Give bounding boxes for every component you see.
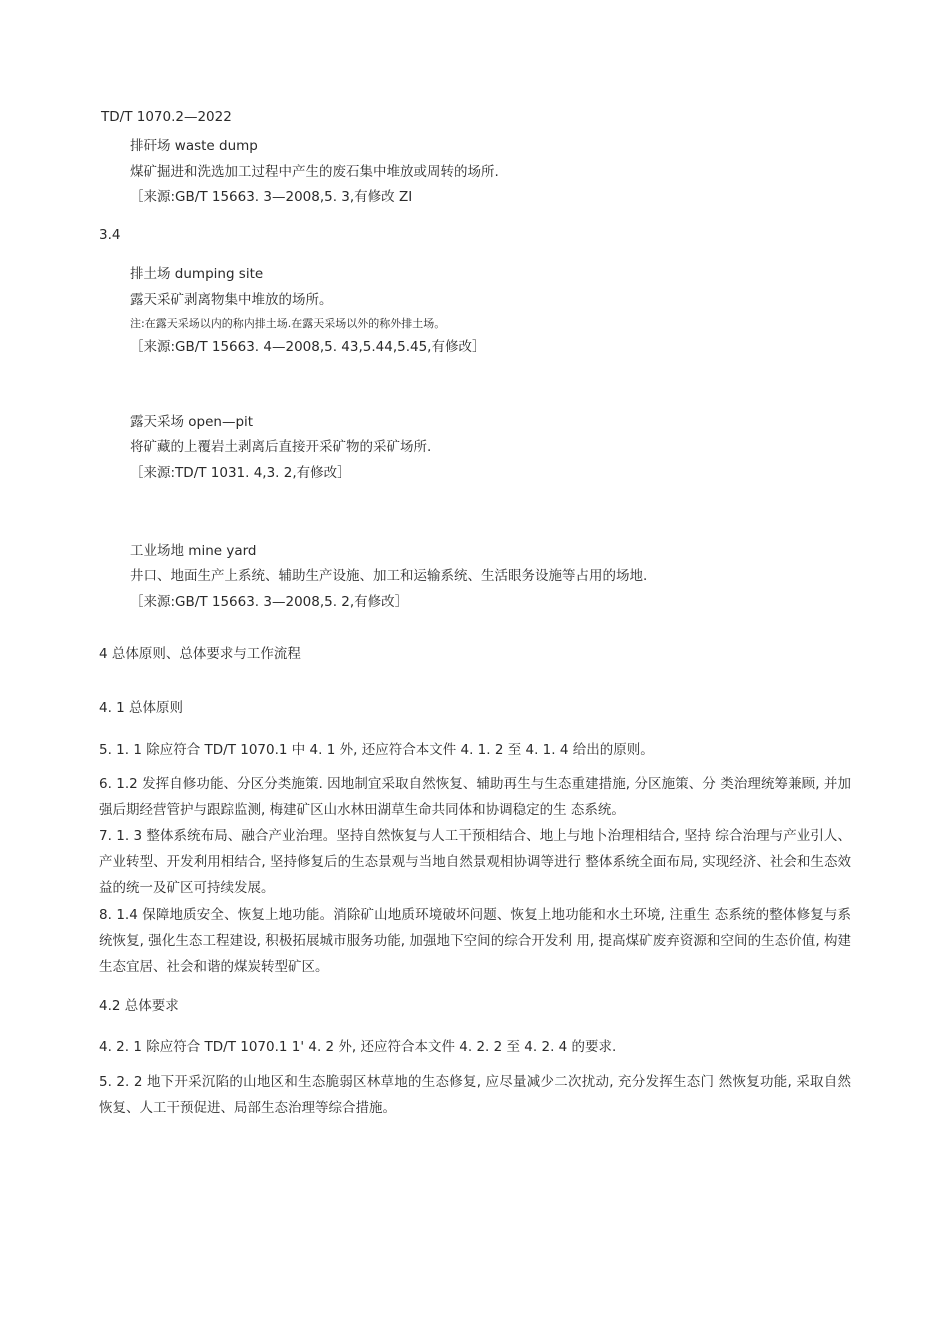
section-4-2-heading: 4.2 总体要求 <box>99 998 179 1014</box>
term-title-waste-dump: 排矸场 waste dump <box>130 138 258 154</box>
paragraph-4-2-2: 5. 2. 2 地下开采沉陷的山地区和生态脆弱区林草地的生态修复, 应尽量减少二次扰动, 充分发挥生态门 然恢复功能, 采取自然恢复、人工干预促进、局部生态治理等综合措施。 <box>99 1074 851 1116</box>
paragraph-4-1-4: 8. 1.4 保障地质安全、恢复上地功能。消除矿山地质环境破坏问题、恢复上地功能和水土环境, 注重生 态系统的整体修复与系统恢复, 强化生态工程建设, 积极拓展城市服务功能, 加强地下空间的综合开发利 用, 提高煤矿废弃资源和空间的生态价值, 构建生态宜居、社会和谐的煤炭转型矿区。 <box>99 907 851 975</box>
term-title-mine-yard: 工业场地 mine yard <box>130 543 257 559</box>
paragraph-4-1-2: 6. 1.2 发挥自修功能、分区分类施策. 因地制宜采取自然恢复、辅助再生与生态重建措施, 分区施策、分 类治理统筹兼顾, 并加强后期经营管护与跟踪监测, 梅建矿区山水林田湖草生命共同体和协调稳定的生 态系统。 <box>99 776 851 818</box>
doc-number: TD/T 1070.2—2022 <box>101 109 232 125</box>
term-definition-mine-yard: 井口、地面生产上系统、辅助生产设施、加工和运输系统、生活眼务设施等占用的场地. <box>130 568 648 584</box>
term-source-open-pit: ［来源:TD/T 1031. 4,3. 2,有修改］ <box>130 465 351 481</box>
paragraph-4-1-3: 7. 1. 3 整体系统布局、融合产业治理。坚持自然恢复与人工干预相结合、地上与地卜治理相结合, 坚持 综合治理与产业引人、产业转型、开发利用相结合, 坚持修复后的生态景观与当地自然景观相协调等进行 整体系统全面布局, 实现经济、社会和生态效益的统一及矿区可持续发展。 <box>99 828 851 896</box>
section-4-heading: 4 总体原则、总体要求与工作流程 <box>99 646 301 662</box>
paragraph-4-2-1: 4. 2. 1 除应符合 TD/T 1070.1 1' 4. 2 外, 还应符合本文件 4. 2. 2 至 4. 2. 4 的要求. <box>99 1039 617 1055</box>
term-definition-dumping-site: 露天采矿剥离物集中堆放的场所。 <box>130 292 333 308</box>
term-source-dumping-site: ［来源:GB/T 15663. 4—2008,5. 43,5.44,5.45,有修改］ <box>130 339 486 355</box>
section-4-1-heading: 4. 1 总体原则 <box>99 700 184 716</box>
term-source-mine-yard: ［来源:GB/T 15663. 3—2008,5. 2,有修改］ <box>130 594 409 610</box>
term-title-open-pit: 露天采场 open—pit <box>130 414 254 430</box>
paragraph-4-1-1: 5. 1. 1 除应符合 TD/T 1070.1 中 4. 1 外, 还应符合本文件 4. 1. 2 至 4. 1. 4 给出的原则。 <box>99 742 654 758</box>
term-title-dumping-site: 排土场 dumping site <box>130 266 264 282</box>
term-definition-waste-dump: 煤矿掘进和洗选加工过程中产生的废石集中堆放或周转的场所. <box>130 164 499 180</box>
term-number-3-4: 3.4 <box>99 227 121 243</box>
term-source-waste-dump: ［来源:GB/T 15663. 3—2008,5. 3,有修改 ZI <box>130 189 413 205</box>
term-note-dumping-site: 注:在露天采场以内的称内排土场.在露天采场以外的称外排土场。 <box>130 317 446 330</box>
term-definition-open-pit: 将矿藏的上覆岩土剥离后直接开采矿物的采矿场所. <box>130 439 432 455</box>
